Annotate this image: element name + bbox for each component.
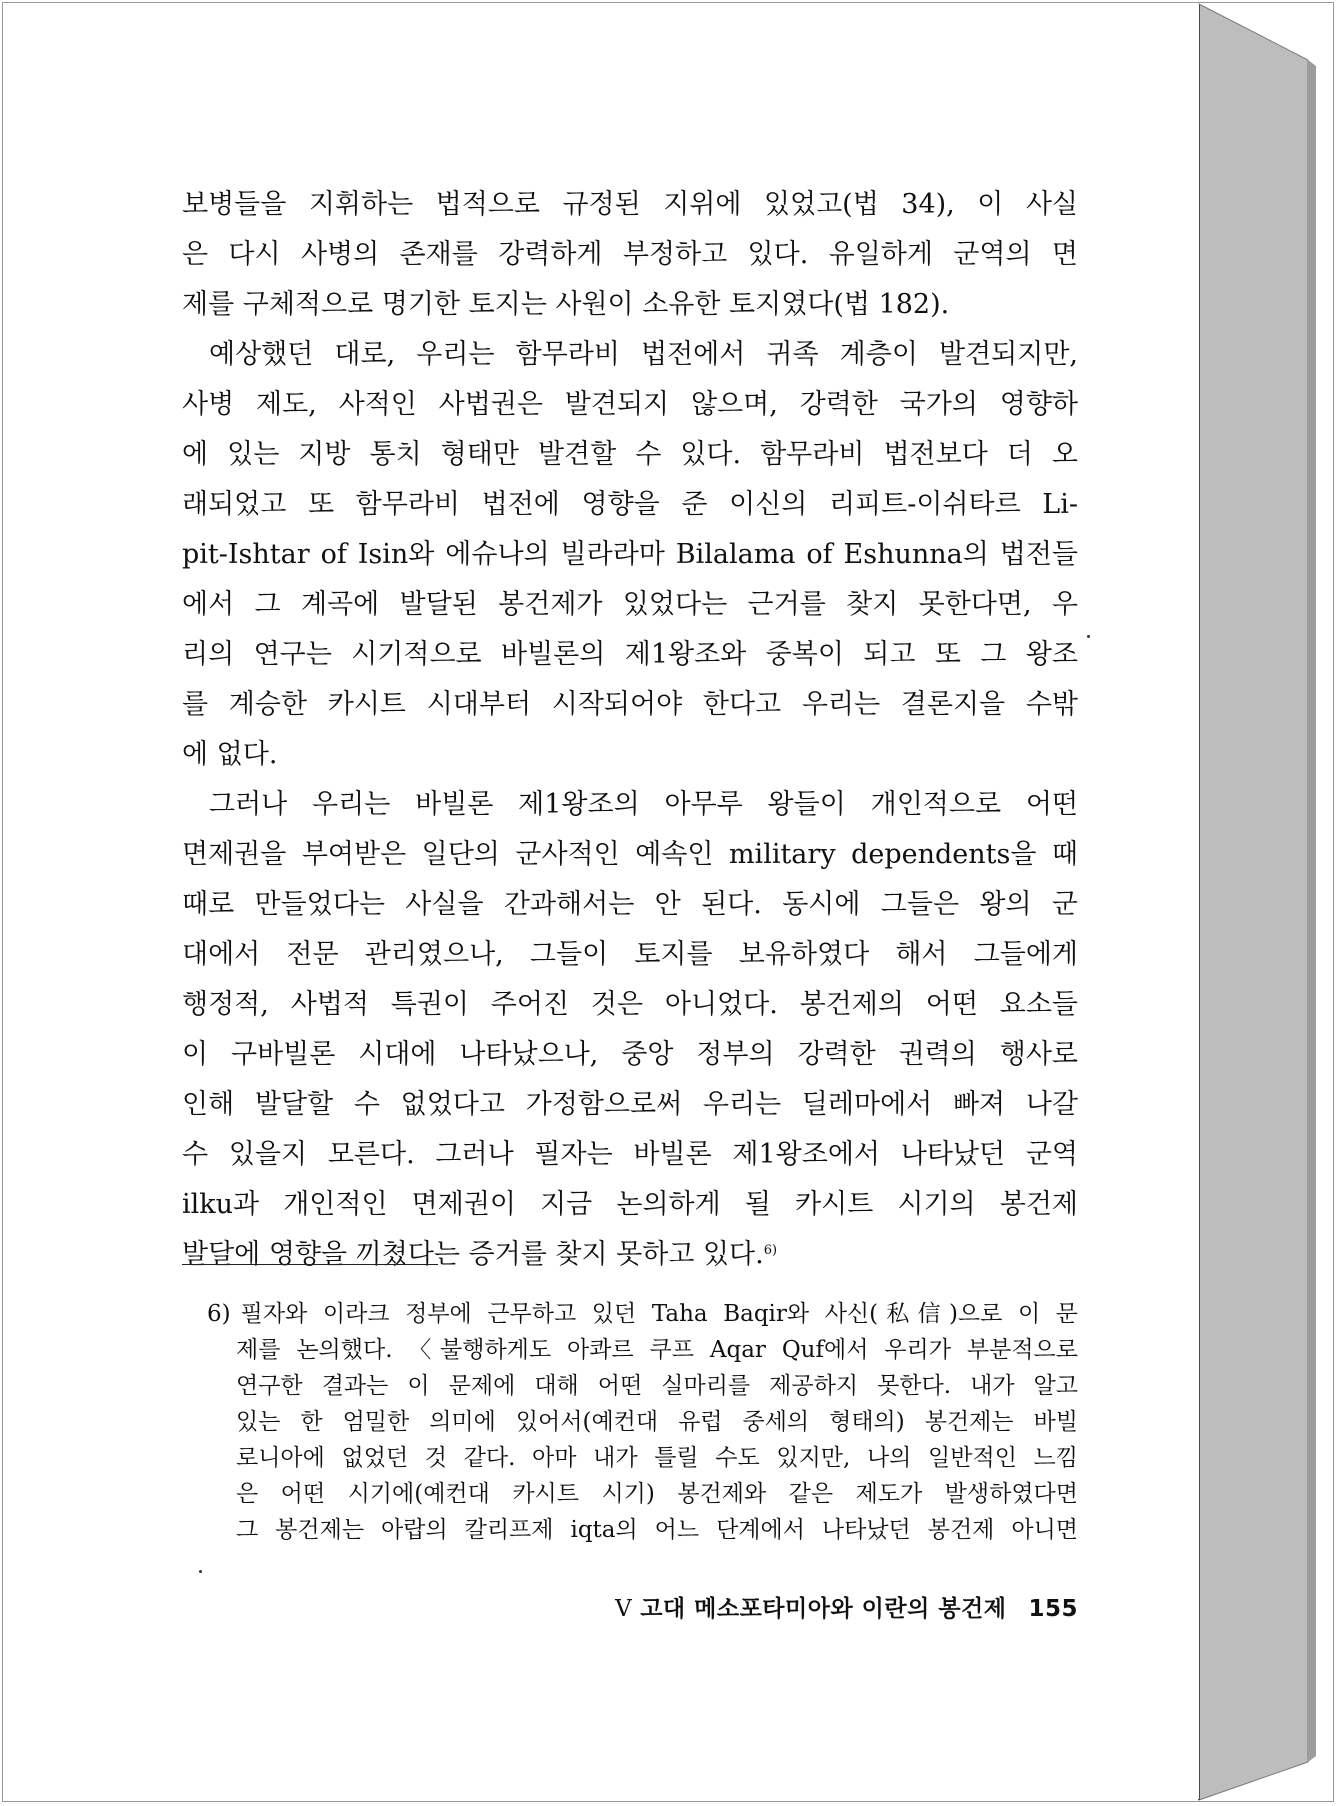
body-line: 면제권을 부여받은 일단의 군사적인 예속인 military dependents을 때 — [182, 839, 1078, 870]
body-line: 에 있는 지방 통치 형태만 발견할 수 있다. 함무라비 법전보다 더 오 — [182, 439, 1078, 470]
body-line: 보병들을 지휘하는 법적으로 규정된 지위에 있었고(법 34), 이 사실 — [182, 189, 1078, 220]
body-line: 그러나 우리는 바빌론 제1왕조의 아무루 왕들이 개인적으로 어떤 — [209, 789, 1078, 820]
body-line: 를 계승한 카시트 시대부터 시작되어야 한다고 우리는 결론지을 수밖 — [182, 689, 1078, 720]
running-footer — [615, 1590, 1078, 1623]
footnote-line: 그 봉건제는 아랍의 칼리프제 iqta의 어느 단계에서 나타났던 봉건제 아니면 — [236, 1517, 1078, 1543]
body-line: pit-Ishtar of Isin와 에슈나의 빌라라마 Bilalama of Eshunna의 법전들 — [182, 539, 1078, 570]
body-line: 래되었고 또 함무라비 법전에 영향을 준 이신의 리피트-이쉬타르 Li- — [182, 489, 1078, 520]
scan-speck — [199, 1570, 202, 1573]
footnote-number: 6) — [207, 1301, 231, 1327]
page-number: 155 — [1028, 1596, 1078, 1622]
footnote-text: 필자와 이라크 정부에 근무하고 있던 Taha Baqir와 사신(私信)으로 이 문 — [240, 1301, 1078, 1327]
body-line: 제를 구체적으로 명기한 토지는 사원이 소유한 토지였다(법 182). — [182, 289, 950, 320]
body-line: 때로 만들었다는 사실을 간과해서는 안 된다. 동시에 그들은 왕의 군 — [182, 889, 1078, 920]
body-line: 은 다시 사병의 존재를 강력하게 부정하고 있다. 유일하게 군역의 면 — [182, 239, 1078, 270]
body-line: 에서 그 계곡에 발달된 봉건제가 있었다는 근거를 찾지 못한다면, 우 — [182, 589, 1078, 620]
body-line: 행정적, 사법적 특권이 주어진 것은 아니었다. 봉건제의 어떤 요소들 — [182, 989, 1078, 1020]
body-line-with-footnote — [182, 1230, 1078, 1280]
body-text — [182, 180, 1078, 1280]
body-line: 대에서 전문 관리였으나, 그들이 토지를 보유하였다 해서 그들에게 — [182, 939, 1078, 970]
body-line: 리의 연구는 시기적으로 바빌론의 제1왕조와 중복이 되고 또 그 왕조 — [182, 639, 1078, 670]
body-line: ilku과 개인적인 면제권이 지금 논의하게 될 카시트 시기의 봉건제 — [182, 1189, 1078, 1220]
body-line: 예상했던 대로, 우리는 함무라비 법전에서 귀족 계층이 발견되지만, — [209, 339, 1078, 370]
footnote-line: 로니아에 없었던 것 같다. 아마 내가 틀릴 수도 있지만, 나의 일반적인 느낌 — [236, 1445, 1078, 1471]
footnote-line: 제를 논의했다. 〈불행하게도 아콰르 쿠프 Aqar Quf에서 우리가 부분적으로 — [236, 1337, 1078, 1363]
body-line: 발달에 영향을 끼쳤다는 증거를 찾지 못하고 있다. — [182, 1239, 764, 1270]
body-line: 인해 발달할 수 없었다고 가정함으로써 우리는 딜레마에서 빠져 나갈 — [182, 1089, 1078, 1120]
footnote-line: 은 어떤 시기에(예컨대 카시트 시기) 봉건제와 같은 제도가 발생하였다면 — [236, 1481, 1078, 1507]
footnote-rule — [182, 1264, 438, 1265]
footnote-line: 연구한 결과는 이 문제에 대해 어떤 실마리를 제공하지 못한다. 내가 알고 — [236, 1373, 1078, 1399]
footnote-marker: 6) — [763, 1243, 778, 1258]
body-line: 사병 제도, 사적인 사법권은 발견되지 않으며, 강력한 국가의 영향하 — [182, 389, 1078, 420]
footnote-line — [207, 1296, 1078, 1332]
footnote-line: 있는 한 엄밀한 의미에 있어서(예컨대 유럽 중세의 형태의) 봉건제는 바빌 — [236, 1409, 1078, 1435]
body-line: 에 없다. — [182, 739, 278, 770]
chapter-title: 고대 메소포타미아와 이란의 봉건제 — [640, 1596, 1007, 1622]
body-line: 이 구바빌론 시대에 나타났으나, 중앙 정부의 강력한 권력의 행사로 — [182, 1039, 1078, 1070]
footnote — [207, 1296, 1078, 1548]
chapter-numeral: V — [615, 1596, 633, 1622]
body-line: 수 있을지 모른다. 그러나 필자는 바빌론 제1왕조에서 나타났던 군역 — [182, 1139, 1078, 1170]
scan-speck — [1087, 635, 1090, 638]
